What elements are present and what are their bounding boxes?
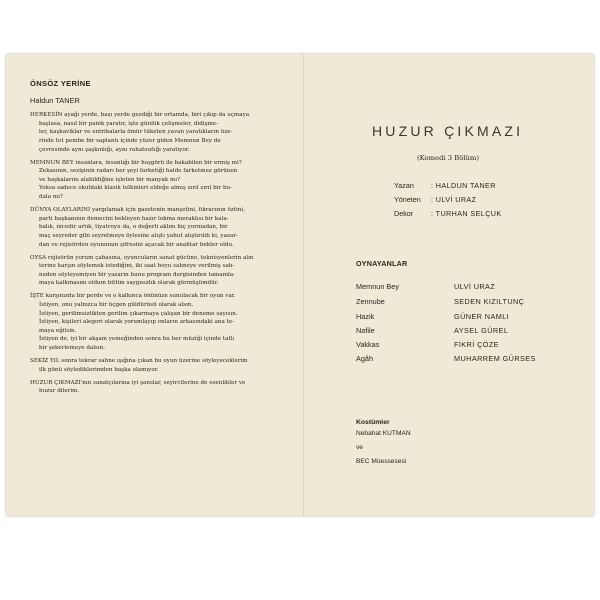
cast-role: Agâh	[356, 354, 374, 363]
preface-line: maya eğilsin.	[39, 327, 77, 334]
cast-role: Vakkas	[356, 340, 380, 349]
credit-label: Yöneten	[394, 195, 421, 204]
preface-line: MEMNUN BEY insanlara, insanlığı bir hoşgörü ile bakabilen bir ermiş mi?	[30, 159, 242, 166]
left-page	[30, 80, 286, 401]
credit-label: Dekor	[394, 209, 414, 218]
cast-actor: AYSEL GÜREL	[454, 326, 509, 335]
preface-line: huzur dilerim.	[39, 388, 80, 395]
preface-line: maç seyreder gibi seyretmeye öylesine alıştı yahut alıştırıldı ki, yazar-	[39, 232, 238, 239]
credit-director	[394, 195, 476, 204]
preface-paragraph	[30, 379, 286, 396]
cast-actor: SEDEN KIZILTUNÇ	[454, 297, 525, 306]
preface-line: çevresinde aynı şaşkınlığı, aynı rahatsızlığı yaratıyor.	[39, 146, 190, 153]
preface-line: bir şekerlemeye dalsın.	[39, 345, 106, 352]
preface-heading: ÖNSÖZ YERİNE	[30, 79, 91, 88]
play-title: HUZUR ÇIKMAZI	[372, 123, 524, 139]
preface-line: terine karşın söylemek istediğini, iki saat boyu sahneye verilmiş sah-	[39, 263, 235, 270]
cast-role: Nafile	[356, 326, 375, 335]
costumes-line: ve	[356, 444, 363, 451]
credit-value: : TURHAN SELÇUK	[431, 209, 502, 218]
preface-paragraph	[30, 357, 286, 374]
preface-line: DÜNYA OLAYLARINI yargılamak için gazetenin manşetini, fıkracının öztini,	[30, 207, 245, 214]
credit-value: : HALDUN TANER	[431, 181, 496, 190]
preface-body	[30, 111, 286, 396]
cast-role: Memnun Bey	[356, 282, 399, 291]
credit-label: Yazan	[394, 181, 414, 190]
preface-line: Yoksa sadece okuldaki klasik telkinleri eldeğe almış zırıl zırıl bir bu-	[39, 185, 233, 192]
costumes-line: BEC Müessesesi	[356, 458, 407, 465]
preface-line: maya kalkmasını oldum bittim saygısızlık olarak görmüşümdür.	[39, 280, 219, 287]
preface-line: İŞTE karşınızda bir perde ve o kalkınca önünüze sunulacak bir oyun var.	[30, 293, 236, 300]
preface-paragraph	[30, 254, 286, 288]
cast-actor: FİKRİ ÇÖZE	[454, 340, 499, 349]
credit-value: : ULVİ URAZ	[431, 195, 477, 204]
center-fold	[303, 54, 305, 516]
preface-line: neden söyleyemiyen bir yazarın bunu program dergisinden tamamla-	[39, 271, 236, 278]
cast-role: Zennube	[356, 297, 385, 306]
preface-paragraph	[30, 111, 286, 154]
preface-line: İstiyen, gerilimsizlikten gerilim çıkarmaya çalışan bir deneme sayısın.	[39, 310, 238, 317]
preface-line: dala mı?	[39, 194, 63, 201]
preface-paragraph	[30, 292, 286, 352]
credit-decor	[394, 209, 502, 218]
preface-line: İstiyen, onu yalnızca bir üçgen güldürüsü olarak alsın.	[39, 302, 194, 309]
preface-line: başlasa, nasıl bir panik yaratır, işte günlük çelişmeler, didişme-	[39, 120, 218, 127]
costumes-heading: Kostümler	[356, 419, 390, 426]
preface-author: Haldun TANER	[30, 95, 80, 105]
preface-line: ilk günü söylediklerimden başka olamıyor.	[39, 366, 159, 373]
cast-role: Hazik	[356, 312, 375, 321]
credit-writer	[394, 181, 496, 190]
preface-line: Zekasının, sezişinin radarı her şeyi farketiği halde farketmez görünen	[39, 168, 238, 175]
preface-line: HUZUR ÇIKMAZI'nın sanatçılarına iyi şanslar, seyircilerine de esenlikler ve	[30, 379, 246, 386]
cast-actor: GÜNER NAMLI	[454, 312, 510, 321]
cast-heading: OYNAYANLAR	[356, 259, 408, 268]
preface-line: dan ve rejisörden oyununun şifresini açacak bir anahtar bekler oldu.	[39, 241, 234, 248]
play-subtitle: (Komedi 3 Bölüm)	[417, 154, 480, 162]
preface-paragraph	[30, 206, 286, 249]
cast-actor: ULVİ URAZ	[454, 282, 496, 291]
preface-line: balık, nicedir artık, tiyatroyu da, o değerli aklını hiç yormadan, bir	[39, 224, 228, 231]
preface-line: İstiyen, kişileri alegori olarak yorumlayıp onların arkasındaki ana te-	[39, 319, 235, 326]
preface-line: ve başkalarını alabildiğine işleten bir manyak mı?	[39, 176, 181, 183]
preface-line: parti başkanının demecini bekleyen hazır lokma meraklısı bir kala-	[39, 215, 229, 222]
costumes-line: Nebahat KUTMAN	[356, 430, 411, 437]
preface-line: OYSA rejisörün yorum çabasına, oyuncuların sanat gücüne, teknisyenlerin alın	[30, 254, 254, 261]
preface-line: rinde tot pembe bir saplantı içinde yüzer giden Memnun Bey de	[39, 137, 221, 144]
preface-line: HERKESİN ayağı yerde, başı yerde gezdiği bir ortamda, biri çıkıp da uçmaya	[30, 112, 250, 119]
preface-line: İstiyen de, iyi bir akşam yemeğinden sonra bu her müziği içinde tatlı	[39, 336, 235, 343]
preface-line: ler, kaşkaviklar ve entrikalarla ömür tüketen yavan yaratıkların üze-	[39, 129, 233, 136]
cast-actor: MUHARREM GÜRSES	[454, 354, 536, 363]
preface-line: SEKİZ YIL sonra tekrar sahne ışığına çıkan bu oyun üzerine söyleyeceklerim	[30, 358, 248, 365]
preface-paragraph	[30, 159, 286, 202]
